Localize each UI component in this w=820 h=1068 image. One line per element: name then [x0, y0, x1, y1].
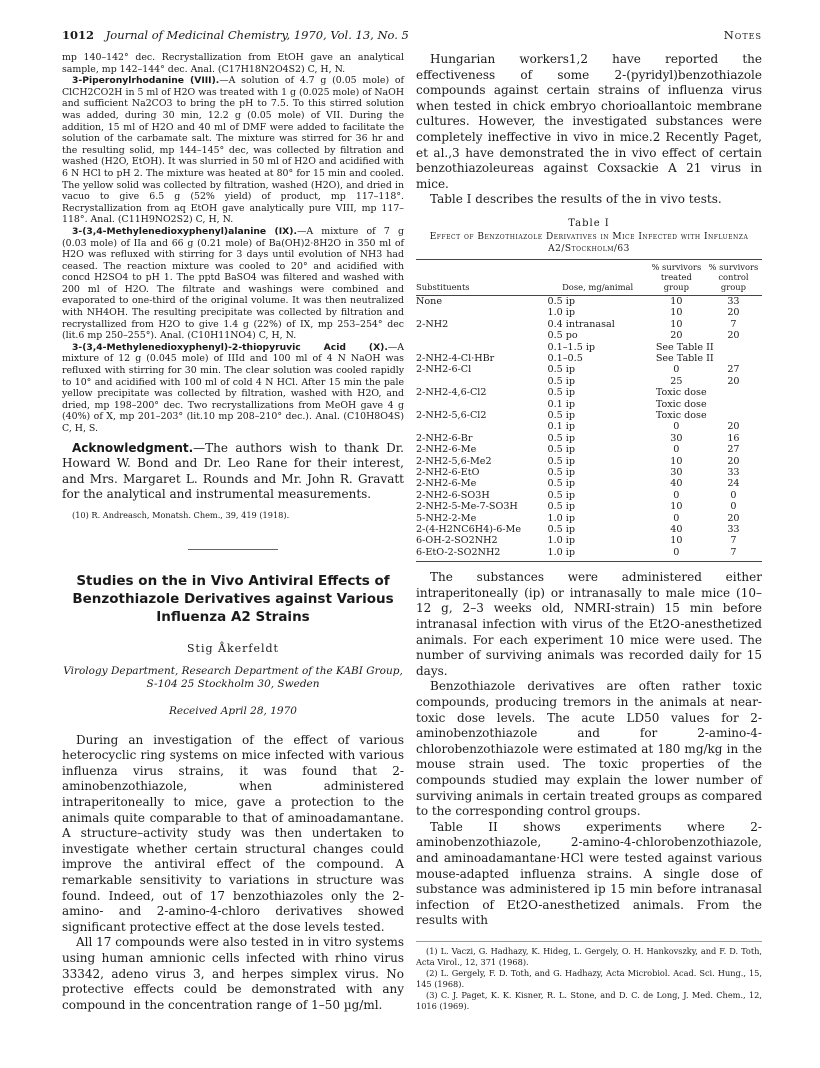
experimental-text: mp 140–142° dec. Recrystallization from EtOH gave an analytical sample, mp 142–144° dec. Anal. (C17H18N2O4S2) C, H, N. [62, 52, 404, 75]
cell-dose: 1.0 ip [547, 512, 576, 524]
cell-dose: 0.5 ip [547, 295, 576, 307]
cell-substituent [416, 330, 547, 341]
right-body-top [416, 52, 762, 208]
cell-substituent: 2-NH2-5-Me-7-SO3H [416, 501, 518, 513]
cell-treated: Toxic dose [655, 387, 707, 399]
cell-control: 27 [727, 364, 740, 376]
table-row [416, 319, 762, 330]
cell-treated: 10 [670, 455, 683, 467]
cell-treated: Toxic dose [655, 398, 707, 410]
cell-dose: 1.0 ip [547, 307, 576, 319]
cell-substituent: 2-NH2-6-Br [416, 432, 473, 444]
table-header-row [416, 259, 762, 295]
cell-dose: 0.5 ip [547, 444, 576, 456]
cell-substituent: 2-NH2-6-Me [416, 478, 477, 490]
left-body [62, 733, 404, 1014]
cell-control: 7 [730, 318, 737, 330]
cell-treated: 10 [670, 295, 683, 307]
table-row [416, 421, 762, 432]
cell-treated: See Table II [655, 352, 714, 364]
cell-substituent [416, 399, 547, 410]
cell-dose: 0.5 ip [547, 467, 576, 479]
cell-substituent: 2-NH2-6-Me [416, 444, 477, 456]
cell-treated: 0 [673, 546, 680, 558]
cell-treated: 0 [673, 421, 680, 433]
cell-substituent: 2-NH2 [416, 318, 449, 330]
acknowledgment-text: —The authors wish to thank Dr. Howard W. Bond and Dr. Leo Rane for their interest, and Mrs. Margaret L. Rounds and Mr. John R. Gravatt for the analytical and instrumental measurements. [62, 440, 404, 502]
header-dose: Dose, mg/animal [562, 281, 634, 292]
left-column [62, 52, 404, 1013]
header-substituents: Substituents [416, 281, 470, 292]
experimental-section [62, 52, 404, 435]
cell-treated: 0 [673, 489, 680, 501]
header-treated: % survivors treated group [651, 261, 702, 292]
cell-control: 33 [727, 467, 740, 479]
received-date: Received April 28, 1970 [169, 704, 297, 717]
cell-substituent: 2-(4-H2NC6H4)-6-Me [416, 524, 522, 536]
cell-treated: 10 [670, 307, 683, 319]
cell-treated: 30 [670, 432, 683, 444]
cell-control: 20 [727, 307, 740, 319]
cell-treated: 10 [670, 535, 683, 547]
cell-substituent: 2-NH2-6-EtO [416, 467, 480, 479]
results-table [416, 259, 762, 562]
table-row [416, 467, 762, 478]
cell-control: 33 [727, 524, 740, 536]
cell-dose: 1.0 ip [547, 546, 576, 558]
body-paragraph: All 17 compounds were also tested in in vitro systems using human amnionic cells infected with rhino virus 33342, adeno virus 3, and herpes simplex virus. No protective effects could be demonstrated with any compound in the concentration range of 1–50 µg/ml. [62, 935, 404, 1012]
cell-dose: 0.5 ip [547, 455, 576, 467]
cell-control: 0 [730, 489, 737, 501]
page-number: 1012 [62, 28, 95, 42]
cell-treated: Toxic dose [655, 410, 707, 421]
cell-dose: 0.1 ip [547, 398, 576, 410]
table-row [416, 535, 762, 546]
right-body-bottom [416, 570, 762, 929]
acknowledgment [62, 441, 404, 503]
footnote: (2) L. Gergely, F. D. Toth, and G. Hadhazy, Acta Microbiol. Acad. Sci. Hung., 15, 145 (1968). [416, 967, 762, 989]
cell-substituent: 2-NH2-5,6-Me2 [416, 455, 492, 467]
compound-heading: 3-(3,4-Methylenedioxyphenyl)alanine (IX). [72, 225, 297, 237]
cell-dose: 0.5 ip [547, 375, 576, 387]
cell-control: 16 [727, 432, 740, 444]
cell-dose: 0.4 intranasal [547, 318, 615, 330]
table-row [416, 501, 762, 512]
cell-control: 24 [727, 478, 740, 490]
reference-10: (10) R. Andreasch, Monatsh. Chem., 39, 419 (1918). [72, 509, 290, 520]
experimental-text: —A mixture of 12 g (0.045 mole) of IIId and 100 ml of 4 N NaOH was refluxed with stirring for 30 min. The clear solution was cooled rapidly to 10° and acidified with 100 ml of cold 4 N HCl. After 15 min the pale yellow precipitate was collected by filtration, washed with H2O, and dried, mp 198–200° dec. Two recrystallizations from MeOH gave 4 g (40%) of X, mp 201–203° (lit.10 mp 208–210° dec.). Anal. (C10H8O4S) C, H, S. [62, 341, 404, 434]
cell-treated: 10 [670, 318, 683, 330]
table-row [416, 490, 762, 501]
table-row [416, 524, 762, 535]
table-row [416, 307, 762, 318]
cell-dose: 0.5 ip [547, 478, 576, 490]
cell-dose: 0.5 ip [547, 489, 576, 501]
right-column [416, 52, 762, 1012]
table-row [416, 456, 762, 467]
body-paragraph: Table I describes the results of the in vivo tests. [430, 192, 722, 207]
cell-substituent: 2-NH2-4-Cl·HBr [416, 352, 495, 364]
experimental-paragraph [62, 75, 404, 226]
article-title: Studies on the in Vivo Antiviral Effects of Benzothiazole Derivatives against Various Influenza A2 Strains [72, 572, 394, 625]
cell-control: 20 [727, 421, 740, 433]
cell-treated: 40 [670, 524, 683, 536]
cell-treated: 25 [670, 375, 683, 387]
table-row [416, 399, 762, 410]
cell-substituent [416, 342, 547, 353]
article-affiliation: Virology Department, Research Department of the KABI Group, S-104 25 Stockholm 30, Sweden [63, 664, 403, 690]
cell-dose: 0.1 ip [547, 421, 576, 433]
article-divider [188, 549, 278, 550]
cell-treated: 20 [670, 330, 683, 342]
table-row [416, 353, 762, 364]
body-paragraph: During an investigation of the effect of various heterocyclic ring systems on mice infected with various influenza virus strains, it was found that 2-aminobenzothiazole, when administered intraperitoneally to mice, gave a protection to the animals quite comparable to that of aminoadamantane. A structure–activity study was then undertaken to investigate whether certain structural changes could improve the antiviral effect of the compound. A remarkable sensitivity to variations in structure was found. Indeed, out of 17 benzothiazoles only the 2-amino- and 2-amino-4-chloro derivatives showed significant protective effect at the dose levels tested. [62, 732, 404, 934]
cell-control: 27 [727, 444, 740, 456]
article-author: Stig Åkerfeldt [187, 641, 279, 655]
cell-dose: 0.1–0.5 [547, 352, 583, 364]
cell-treated: 30 [670, 467, 683, 479]
cell-dose: 0.5 ip [547, 432, 576, 444]
table-row [416, 513, 762, 524]
cell-substituent: 2-NH2-6-Cl [416, 364, 472, 376]
table-row [416, 410, 762, 421]
body-paragraph: Table II shows experiments where 2-aminobenzothiazole, 2-amino-4-chlorobenzothiazole, and aminoadamantane·HCl were tested against various mouse-adapted influenza strains. A single dose of substance was administered ip 15 min before intranasal infection of Et2O-anesthetized animals. From the results with [416, 819, 762, 928]
body-paragraph: Hungarian workers1,2 have reported the effectiveness of some 2-(pyridyl)benzothiazole compounds against certain strains of influenza virus when tested in chick embryo chorioallantoic membrane cultures. However, the investigated substances were completely ineffective in vivo in mice.2 Recently Paget, et al.,3 have demonstrated the in vivo effect of certain benzothiazoleureas against Coxsackie A 21 virus in mice. [416, 52, 762, 191]
table-row [416, 364, 762, 375]
page-header [62, 28, 762, 44]
body-paragraph: The substances were administered either intraperitoneally (ip) or intranasally to male mice (10–12 g, 2–3 weeks old, NMRI-strain) 15 min before intranasal infection with virus of the Et2O-anesthetized animals. For each experiment 10 mice were used. The number of surviving animals was recorded daily for 15 days. [416, 570, 762, 678]
cell-treated: 10 [670, 501, 683, 513]
table-row [416, 547, 762, 562]
table-row [416, 342, 762, 353]
cell-substituent: None [416, 295, 443, 307]
cell-dose: 0.1–1.5 ip [547, 341, 596, 353]
cell-control: 7 [730, 546, 737, 558]
experimental-text: —A mixture of 7 g (0.03 mole) of IIa and 66 g (0.21 mole) of Ba(OH)2·8H2O in 350 ml of H2O was refluxed with stirring for 3 days until evolution of NH3 had ceased. The reaction mixture was cooled to 20° and acidified with concd H2SO4 to pH 1. The pptd BaSO4 was filtered and washed with 200 ml of H2O. The filtrate and washings were combined and evaporated to one-third of the original volume. It was then neutralized with NH4OH. The resulting precipitate was collected by filtration and recrystallized from H2O to give 1.4 g (22%) of IX, mp 253–254° dec (lit.6 mp 250–255°). Anal. (C10H11NO4) C, H, N. [62, 225, 404, 342]
cell-substituent: 2-NH2-5,6-Cl2 [416, 410, 487, 421]
experimental-paragraph [62, 226, 404, 342]
cell-dose: 0.5 ip [547, 387, 576, 399]
cell-substituent: 5-NH2-2-Me [416, 512, 477, 524]
cell-dose: 0.5 ip [547, 501, 576, 513]
table-row [416, 295, 762, 307]
table-row [416, 387, 762, 398]
experimental-text: —A solution of 4.7 g (0.05 mole) of ClCH2CO2H in 5 ml of H2O was treated with 1 g (0.025 mole) of NaOH and sufficient Na2CO3 to bring the pH to 7.5. To this stirred solution was added, during 30 min, 12.2 g (0.05 mole) of VII. During the addition, 15 ml of H2O and 40 ml of DMF were added to facilitate the solution of the carbamate salt. The mixture was stirred for 36 hr and the resulting solid, mp 144–145° dec, was collected by filtration and washed (H2O, EtOH). It was slurried in 50 ml of H2O and acidified with 6 N HCl to pH 2. The mixture was heated at 80° for 15 min and cooled. The yellow solid was collected by filtration, washed (H2O), and dried in vacuo to give 6.5 g (52% yield) of product, mp 117–118°. Recrystallization from aq EtOH gave analytically pure VIII, mp 117–118°. Anal. (C11H9NO2S2) C, H, N. [62, 75, 404, 226]
table-title: Effect of Benzothiazole Derivatives in Mice Infected with Influenza A2/Stockholm/63 [429, 231, 749, 254]
table-row [416, 433, 762, 444]
cell-substituent [416, 307, 547, 318]
cell-treated: 0 [673, 444, 680, 456]
experimental-paragraph [62, 52, 404, 75]
acknowledgment-lead: Acknowledgment. [72, 440, 194, 455]
cell-control: 0 [730, 501, 737, 513]
cell-control: 20 [727, 455, 740, 467]
footnote-rule [416, 941, 762, 942]
table-caption: Table I [568, 217, 610, 229]
cell-substituent: 2-NH2-4,6-Cl2 [416, 387, 487, 399]
table-row [416, 330, 762, 341]
compound-heading: 3-(3,4-Methylenedioxyphenyl)-2-thiopyruvic Acid (X). [72, 341, 388, 353]
cell-dose: 1.0 ip [547, 535, 576, 547]
footnote: (3) C. J. Paget, K. K. Kisner, R. L. Stone, and D. C. de Long, J. Med. Chem., 12, 1016 (1969). [416, 989, 762, 1011]
cell-dose: 0.5 ip [547, 364, 576, 376]
table-row [416, 478, 762, 489]
footnotes [416, 941, 762, 1012]
cell-substituent [416, 376, 547, 387]
cell-substituent [416, 421, 547, 432]
cell-control: 7 [730, 535, 737, 547]
cell-substituent: 6-EtO-2-SO2NH2 [416, 546, 501, 558]
cell-control: 20 [727, 375, 740, 387]
table-row [416, 444, 762, 455]
table-row [416, 376, 762, 387]
cell-dose: 0.5 po [547, 330, 578, 342]
compound-heading: 3-Piperonylrhodanine (VIII). [72, 75, 220, 87]
experimental-paragraph [62, 342, 404, 435]
cell-treated: See Table II [655, 341, 714, 353]
section-label: Notes [723, 28, 762, 42]
cell-control: 33 [727, 295, 740, 307]
cell-dose: 0.5 ip [547, 410, 576, 421]
body-paragraph: Benzothiazole derivatives are often rather toxic compounds, producing tremors in the animals at near-toxic dose levels. The acute LD50 values for 2-aminobenzothiazole and for 2-amino-4-chlorobenzothiazole were estimated at 180 mg/kg in the mouse strain used. The toxic properties of the compounds studied may explain the lower number of surviving animals in certain treated groups as compared to the corresponding control groups. [416, 679, 762, 819]
header-control: % survivors control group [708, 261, 759, 292]
cell-dose: 0.5 ip [547, 524, 576, 536]
cell-control: 20 [727, 512, 740, 524]
cell-treated: 40 [670, 478, 683, 490]
cell-treated: 0 [673, 364, 680, 376]
cell-substituent: 2-NH2-6-SO3H [416, 489, 490, 501]
journal-citation: Journal of Medicinal Chemistry, 1970, Vol. 13, No. 5 [105, 28, 409, 42]
footnote: (1) L. Vaczi, G. Hadhazy, K. Hideg, L. Gergely, O. H. Hankovszky, and F. D. Toth, Acta Virol., 12, 371 (1968). [416, 945, 762, 967]
cell-treated: 0 [673, 512, 680, 524]
cell-substituent: 6-OH-2-SO2NH2 [416, 535, 498, 547]
cell-control: 20 [727, 330, 740, 342]
